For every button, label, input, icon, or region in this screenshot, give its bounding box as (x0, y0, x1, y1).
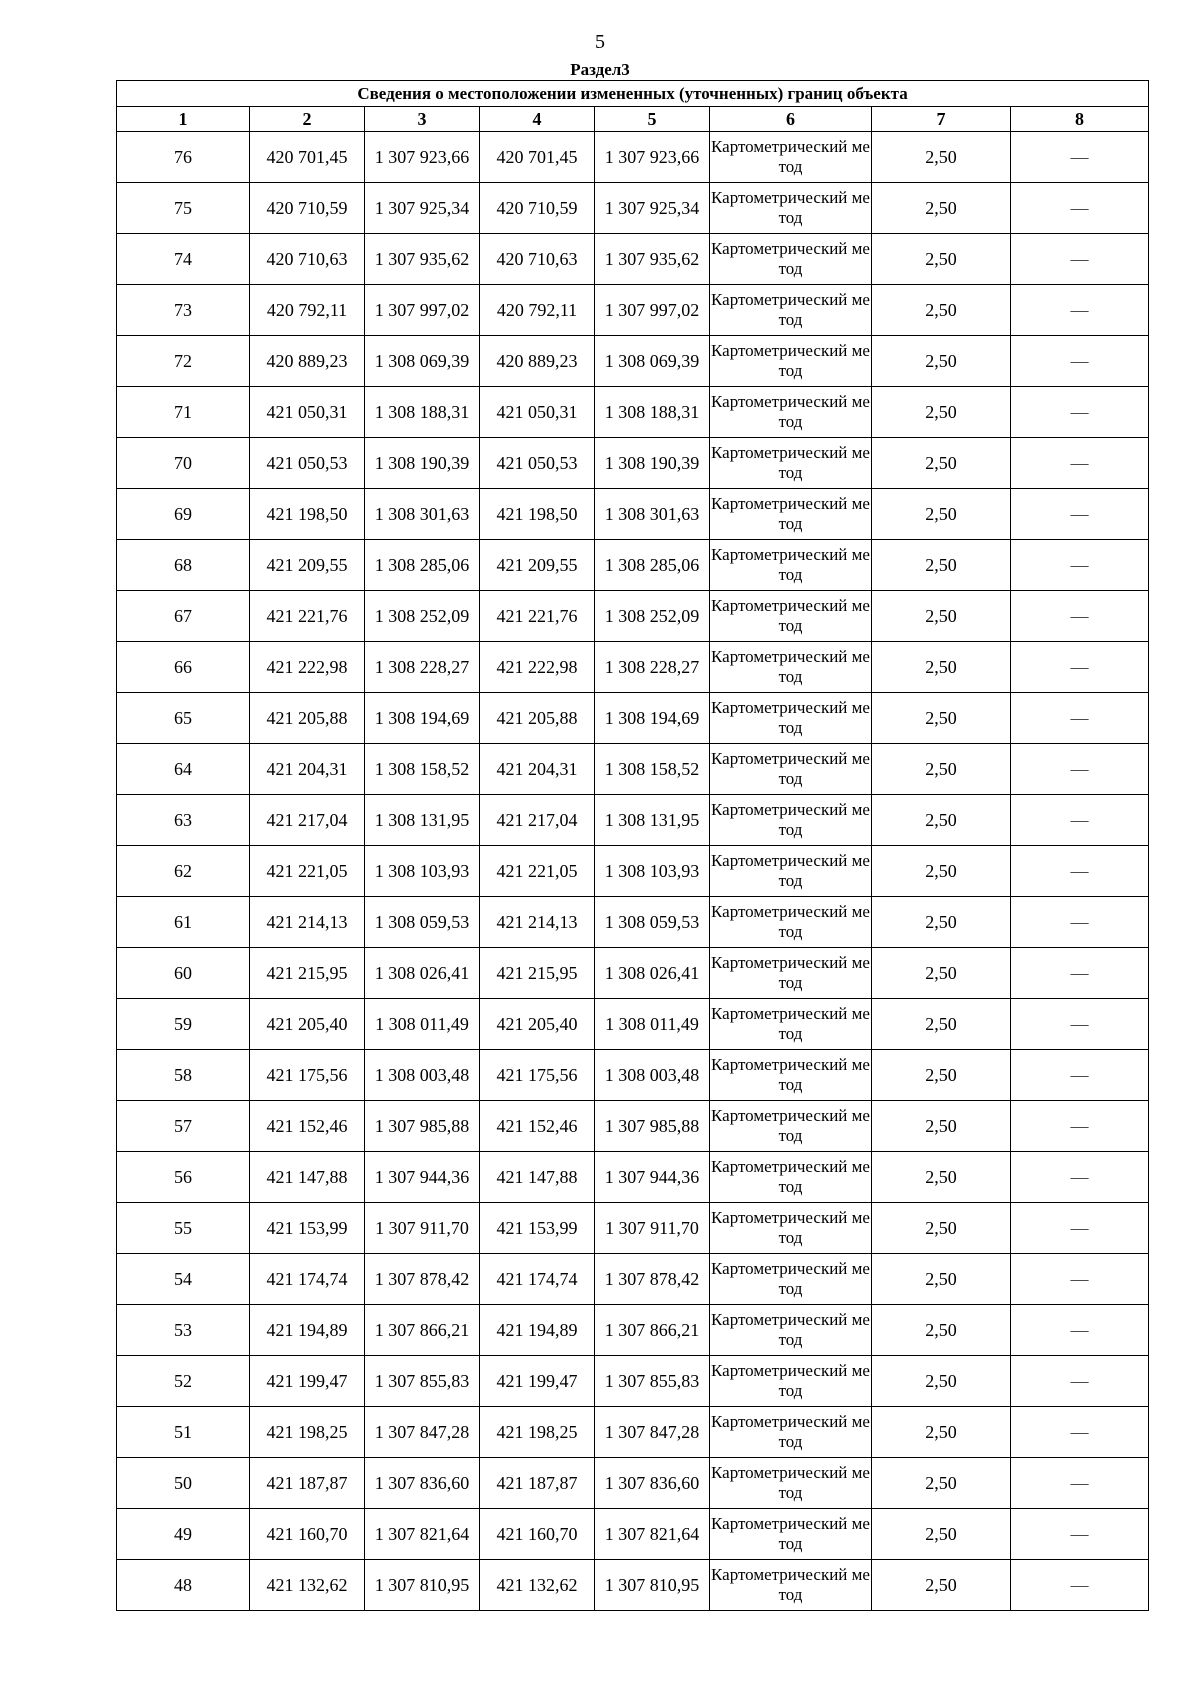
description-cell: — (1011, 438, 1149, 489)
x-old-cell: 420 710,63 (250, 234, 365, 285)
y-old-cell: 1 307 866,21 (365, 1305, 480, 1356)
column-number: 5 (595, 107, 710, 132)
x-old-cell: 421 174,74 (250, 1254, 365, 1305)
description-cell: — (1011, 1152, 1149, 1203)
point-number-cell: 50 (117, 1458, 250, 1509)
point-number-cell: 62 (117, 846, 250, 897)
description-cell: — (1011, 1458, 1149, 1509)
x-new-cell: 421 198,25 (480, 1407, 595, 1458)
column-number: 1 (117, 107, 250, 132)
point-number-cell: 48 (117, 1560, 250, 1611)
x-old-cell: 421 199,47 (250, 1356, 365, 1407)
y-old-cell: 1 307 925,34 (365, 183, 480, 234)
x-old-cell: 421 215,95 (250, 948, 365, 999)
y-new-cell: 1 308 131,95 (595, 795, 710, 846)
x-new-cell: 421 209,55 (480, 540, 595, 591)
method-cell: Картометрический метод (710, 1152, 872, 1203)
table-row (117, 387, 1149, 438)
point-number-cell: 55 (117, 1203, 250, 1254)
y-new-cell: 1 308 190,39 (595, 438, 710, 489)
method-cell: Картометрический метод (710, 336, 872, 387)
table-row (117, 1509, 1149, 1560)
x-new-cell: 421 187,87 (480, 1458, 595, 1509)
method-cell: Картометрический метод (710, 132, 872, 183)
x-old-cell: 421 152,46 (250, 1101, 365, 1152)
y-old-cell: 1 308 103,93 (365, 846, 480, 897)
y-old-cell: 1 308 026,41 (365, 948, 480, 999)
point-number-cell: 72 (117, 336, 250, 387)
accuracy-cell: 2,50 (872, 183, 1011, 234)
accuracy-cell: 2,50 (872, 1560, 1011, 1611)
table-row (117, 132, 1149, 183)
point-number-cell: 76 (117, 132, 250, 183)
y-old-cell: 1 308 228,27 (365, 642, 480, 693)
method-cell: Картометрический метод (710, 897, 872, 948)
point-number-cell: 57 (117, 1101, 250, 1152)
point-number-cell: 68 (117, 540, 250, 591)
x-new-cell: 421 147,88 (480, 1152, 595, 1203)
y-old-cell: 1 307 944,36 (365, 1152, 480, 1203)
accuracy-cell: 2,50 (872, 1050, 1011, 1101)
y-new-cell: 1 308 158,52 (595, 744, 710, 795)
description-cell: — (1011, 285, 1149, 336)
accuracy-cell: 2,50 (872, 1101, 1011, 1152)
accuracy-cell: 2,50 (872, 846, 1011, 897)
y-new-cell: 1 308 285,06 (595, 540, 710, 591)
accuracy-cell: 2,50 (872, 693, 1011, 744)
y-new-cell: 1 308 103,93 (595, 846, 710, 897)
x-old-cell: 421 204,31 (250, 744, 365, 795)
y-old-cell: 1 308 069,39 (365, 336, 480, 387)
point-number-cell: 49 (117, 1509, 250, 1560)
point-number-cell: 59 (117, 999, 250, 1050)
x-new-cell: 421 199,47 (480, 1356, 595, 1407)
x-old-cell: 421 205,40 (250, 999, 365, 1050)
table-row (117, 234, 1149, 285)
section-title: Раздел3 (570, 60, 630, 79)
y-old-cell: 1 307 923,66 (365, 132, 480, 183)
x-old-cell: 421 187,87 (250, 1458, 365, 1509)
description-cell: — (1011, 744, 1149, 795)
description-cell: — (1011, 642, 1149, 693)
description-cell: — (1011, 1050, 1149, 1101)
method-cell: Картометрический метод (710, 489, 872, 540)
point-number-cell: 60 (117, 948, 250, 999)
y-new-cell: 1 307 847,28 (595, 1407, 710, 1458)
method-cell: Картометрический метод (710, 846, 872, 897)
accuracy-cell: 2,50 (872, 438, 1011, 489)
point-number-cell: 58 (117, 1050, 250, 1101)
method-cell: Картометрический метод (710, 438, 872, 489)
accuracy-cell: 2,50 (872, 540, 1011, 591)
accuracy-cell: 2,50 (872, 1254, 1011, 1305)
y-new-cell: 1 307 810,95 (595, 1560, 710, 1611)
table-row (117, 183, 1149, 234)
x-new-cell: 421 205,40 (480, 999, 595, 1050)
x-new-cell: 421 175,56 (480, 1050, 595, 1101)
y-old-cell: 1 308 252,09 (365, 591, 480, 642)
table-row (117, 1050, 1149, 1101)
table-row (117, 1254, 1149, 1305)
y-new-cell: 1 308 228,27 (595, 642, 710, 693)
description-cell: — (1011, 336, 1149, 387)
y-old-cell: 1 308 158,52 (365, 744, 480, 795)
accuracy-cell: 2,50 (872, 1203, 1011, 1254)
x-new-cell: 421 174,74 (480, 1254, 595, 1305)
method-cell: Картометрический метод (710, 1560, 872, 1611)
y-new-cell: 1 308 194,69 (595, 693, 710, 744)
table-row (117, 1203, 1149, 1254)
x-new-cell: 421 152,46 (480, 1101, 595, 1152)
accuracy-cell: 2,50 (872, 948, 1011, 999)
method-cell: Картометрический метод (710, 1203, 872, 1254)
y-old-cell: 1 308 011,49 (365, 999, 480, 1050)
x-old-cell: 421 221,05 (250, 846, 365, 897)
method-cell: Картометрический метод (710, 540, 872, 591)
x-new-cell: 421 050,31 (480, 387, 595, 438)
table-row (117, 1560, 1149, 1611)
point-number-cell: 71 (117, 387, 250, 438)
y-new-cell: 1 307 866,21 (595, 1305, 710, 1356)
table-row (117, 795, 1149, 846)
y-old-cell: 1 308 301,63 (365, 489, 480, 540)
table-row (117, 693, 1149, 744)
table-row (117, 285, 1149, 336)
method-cell: Картометрический метод (710, 1458, 872, 1509)
x-new-cell: 420 710,59 (480, 183, 595, 234)
y-new-cell: 1 307 923,66 (595, 132, 710, 183)
accuracy-cell: 2,50 (872, 897, 1011, 948)
point-number-cell: 56 (117, 1152, 250, 1203)
method-cell: Картометрический метод (710, 1254, 872, 1305)
accuracy-cell: 2,50 (872, 1407, 1011, 1458)
x-old-cell: 421 198,25 (250, 1407, 365, 1458)
description-cell: — (1011, 489, 1149, 540)
description-cell: — (1011, 183, 1149, 234)
accuracy-cell: 2,50 (872, 1356, 1011, 1407)
y-new-cell: 1 307 821,64 (595, 1509, 710, 1560)
method-cell: Картометрический метод (710, 1305, 872, 1356)
x-old-cell: 421 153,99 (250, 1203, 365, 1254)
y-new-cell: 1 307 935,62 (595, 234, 710, 285)
x-old-cell: 420 792,11 (250, 285, 365, 336)
x-new-cell: 421 214,13 (480, 897, 595, 948)
y-new-cell: 1 307 925,34 (595, 183, 710, 234)
x-new-cell: 421 205,88 (480, 693, 595, 744)
method-cell: Картометрический метод (710, 183, 872, 234)
point-number-cell: 66 (117, 642, 250, 693)
accuracy-cell: 2,50 (872, 132, 1011, 183)
accuracy-cell: 2,50 (872, 591, 1011, 642)
point-number-cell: 74 (117, 234, 250, 285)
y-old-cell: 1 307 821,64 (365, 1509, 480, 1560)
point-number-cell: 52 (117, 1356, 250, 1407)
table-row (117, 744, 1149, 795)
x-old-cell: 421 209,55 (250, 540, 365, 591)
y-new-cell: 1 308 011,49 (595, 999, 710, 1050)
table-row (117, 489, 1149, 540)
x-old-cell: 420 710,59 (250, 183, 365, 234)
y-new-cell: 1 307 997,02 (595, 285, 710, 336)
x-new-cell: 421 221,76 (480, 591, 595, 642)
x-new-cell: 421 215,95 (480, 948, 595, 999)
x-new-cell: 421 050,53 (480, 438, 595, 489)
column-number: 4 (480, 107, 595, 132)
table-row (117, 1356, 1149, 1407)
x-old-cell: 421 160,70 (250, 1509, 365, 1560)
description-cell: — (1011, 1560, 1149, 1611)
x-old-cell: 421 205,88 (250, 693, 365, 744)
description-cell: — (1011, 1407, 1149, 1458)
y-old-cell: 1 307 855,83 (365, 1356, 480, 1407)
method-cell: Картометрический метод (710, 693, 872, 744)
description-cell: — (1011, 132, 1149, 183)
y-new-cell: 1 307 911,70 (595, 1203, 710, 1254)
method-cell: Картометрический метод (710, 591, 872, 642)
point-number-cell: 51 (117, 1407, 250, 1458)
description-cell: — (1011, 1509, 1149, 1560)
point-number-cell: 53 (117, 1305, 250, 1356)
x-new-cell: 421 160,70 (480, 1509, 595, 1560)
point-number-cell: 69 (117, 489, 250, 540)
table-row (117, 591, 1149, 642)
x-old-cell: 421 050,31 (250, 387, 365, 438)
description-cell: — (1011, 846, 1149, 897)
y-old-cell: 1 307 847,28 (365, 1407, 480, 1458)
x-old-cell: 421 175,56 (250, 1050, 365, 1101)
table-row (117, 1152, 1149, 1203)
x-old-cell: 421 214,13 (250, 897, 365, 948)
accuracy-cell: 2,50 (872, 489, 1011, 540)
x-new-cell: 420 710,63 (480, 234, 595, 285)
accuracy-cell: 2,50 (872, 744, 1011, 795)
y-new-cell: 1 308 252,09 (595, 591, 710, 642)
point-number-cell: 73 (117, 285, 250, 336)
boundary-coordinates-table (116, 80, 1149, 1611)
method-cell: Картометрический метод (710, 642, 872, 693)
accuracy-cell: 2,50 (872, 795, 1011, 846)
description-cell: — (1011, 1305, 1149, 1356)
description-cell: — (1011, 1356, 1149, 1407)
y-old-cell: 1 307 836,60 (365, 1458, 480, 1509)
x-old-cell: 421 147,88 (250, 1152, 365, 1203)
y-old-cell: 1 307 935,62 (365, 234, 480, 285)
accuracy-cell: 2,50 (872, 1152, 1011, 1203)
point-number-cell: 67 (117, 591, 250, 642)
table-row (117, 999, 1149, 1050)
point-number-cell: 61 (117, 897, 250, 948)
accuracy-cell: 2,50 (872, 1458, 1011, 1509)
y-old-cell: 1 307 878,42 (365, 1254, 480, 1305)
x-old-cell: 421 198,50 (250, 489, 365, 540)
table-row (117, 540, 1149, 591)
table-row (117, 1458, 1149, 1509)
x-new-cell: 421 194,89 (480, 1305, 595, 1356)
description-cell: — (1011, 693, 1149, 744)
y-old-cell: 1 308 194,69 (365, 693, 480, 744)
column-number: 6 (710, 107, 872, 132)
y-old-cell: 1 307 985,88 (365, 1101, 480, 1152)
point-number-cell: 54 (117, 1254, 250, 1305)
x-old-cell: 420 889,23 (250, 336, 365, 387)
accuracy-cell: 2,50 (872, 387, 1011, 438)
y-old-cell: 1 308 188,31 (365, 387, 480, 438)
description-cell: — (1011, 387, 1149, 438)
table-row (117, 1407, 1149, 1458)
method-cell: Картометрический метод (710, 1050, 872, 1101)
point-number-cell: 70 (117, 438, 250, 489)
accuracy-cell: 2,50 (872, 999, 1011, 1050)
table-row (117, 336, 1149, 387)
x-old-cell: 421 221,76 (250, 591, 365, 642)
method-cell: Картометрический метод (710, 744, 872, 795)
table-caption-row (117, 81, 1149, 107)
column-number: 3 (365, 107, 480, 132)
accuracy-cell: 2,50 (872, 1305, 1011, 1356)
method-cell: Картометрический метод (710, 1509, 872, 1560)
method-cell: Картометрический метод (710, 1356, 872, 1407)
description-cell: — (1011, 948, 1149, 999)
point-number-cell: 65 (117, 693, 250, 744)
point-number-cell: 75 (117, 183, 250, 234)
method-cell: Картометрический метод (710, 234, 872, 285)
table-row (117, 438, 1149, 489)
x-old-cell: 421 217,04 (250, 795, 365, 846)
x-new-cell: 421 198,50 (480, 489, 595, 540)
y-new-cell: 1 307 944,36 (595, 1152, 710, 1203)
accuracy-cell: 2,50 (872, 285, 1011, 336)
x-new-cell: 421 217,04 (480, 795, 595, 846)
x-new-cell: 420 792,11 (480, 285, 595, 336)
accuracy-cell: 2,50 (872, 336, 1011, 387)
y-new-cell: 1 307 836,60 (595, 1458, 710, 1509)
column-number: 2 (250, 107, 365, 132)
x-old-cell: 421 132,62 (250, 1560, 365, 1611)
point-number-cell: 64 (117, 744, 250, 795)
y-old-cell: 1 308 003,48 (365, 1050, 480, 1101)
description-cell: — (1011, 1254, 1149, 1305)
y-old-cell: 1 307 997,02 (365, 285, 480, 336)
table-row (117, 846, 1149, 897)
y-new-cell: 1 308 026,41 (595, 948, 710, 999)
description-cell: — (1011, 897, 1149, 948)
y-old-cell: 1 308 059,53 (365, 897, 480, 948)
x-new-cell: 421 204,31 (480, 744, 595, 795)
point-number-cell: 63 (117, 795, 250, 846)
description-cell: — (1011, 234, 1149, 285)
x-new-cell: 421 132,62 (480, 1560, 595, 1611)
page-number: 5 (595, 31, 605, 53)
column-number: 8 (1011, 107, 1149, 132)
x-new-cell: 421 222,98 (480, 642, 595, 693)
table-caption: Сведения о местоположении измененных (уточненных) границ объекта (117, 81, 1149, 107)
y-old-cell: 1 307 810,95 (365, 1560, 480, 1611)
y-new-cell: 1 307 878,42 (595, 1254, 710, 1305)
x-old-cell: 421 222,98 (250, 642, 365, 693)
x-new-cell: 421 221,05 (480, 846, 595, 897)
accuracy-cell: 2,50 (872, 234, 1011, 285)
method-cell: Картометрический метод (710, 999, 872, 1050)
table-row (117, 642, 1149, 693)
y-new-cell: 1 308 069,39 (595, 336, 710, 387)
y-old-cell: 1 307 911,70 (365, 1203, 480, 1254)
x-new-cell: 420 701,45 (480, 132, 595, 183)
x-old-cell: 421 194,89 (250, 1305, 365, 1356)
description-cell: — (1011, 591, 1149, 642)
method-cell: Картометрический метод (710, 1407, 872, 1458)
y-new-cell: 1 308 059,53 (595, 897, 710, 948)
y-old-cell: 1 308 190,39 (365, 438, 480, 489)
y-old-cell: 1 308 285,06 (365, 540, 480, 591)
column-number-row (117, 107, 1149, 132)
y-old-cell: 1 308 131,95 (365, 795, 480, 846)
method-cell: Картометрический метод (710, 1101, 872, 1152)
description-cell: — (1011, 1203, 1149, 1254)
description-cell: — (1011, 999, 1149, 1050)
x-new-cell: 420 889,23 (480, 336, 595, 387)
table-row (117, 948, 1149, 999)
y-new-cell: 1 308 003,48 (595, 1050, 710, 1101)
description-cell: — (1011, 1101, 1149, 1152)
column-number: 7 (872, 107, 1011, 132)
method-cell: Картометрический метод (710, 285, 872, 336)
description-cell: — (1011, 540, 1149, 591)
x-old-cell: 421 050,53 (250, 438, 365, 489)
accuracy-cell: 2,50 (872, 642, 1011, 693)
method-cell: Картометрический метод (710, 387, 872, 438)
description-cell: — (1011, 795, 1149, 846)
y-new-cell: 1 308 301,63 (595, 489, 710, 540)
table-body (117, 132, 1149, 1611)
x-new-cell: 421 153,99 (480, 1203, 595, 1254)
table-row (117, 1101, 1149, 1152)
y-new-cell: 1 307 855,83 (595, 1356, 710, 1407)
table-row (117, 1305, 1149, 1356)
table-row (117, 897, 1149, 948)
method-cell: Картометрический метод (710, 948, 872, 999)
method-cell: Картометрический метод (710, 795, 872, 846)
y-new-cell: 1 307 985,88 (595, 1101, 710, 1152)
y-new-cell: 1 308 188,31 (595, 387, 710, 438)
accuracy-cell: 2,50 (872, 1509, 1011, 1560)
x-old-cell: 420 701,45 (250, 132, 365, 183)
